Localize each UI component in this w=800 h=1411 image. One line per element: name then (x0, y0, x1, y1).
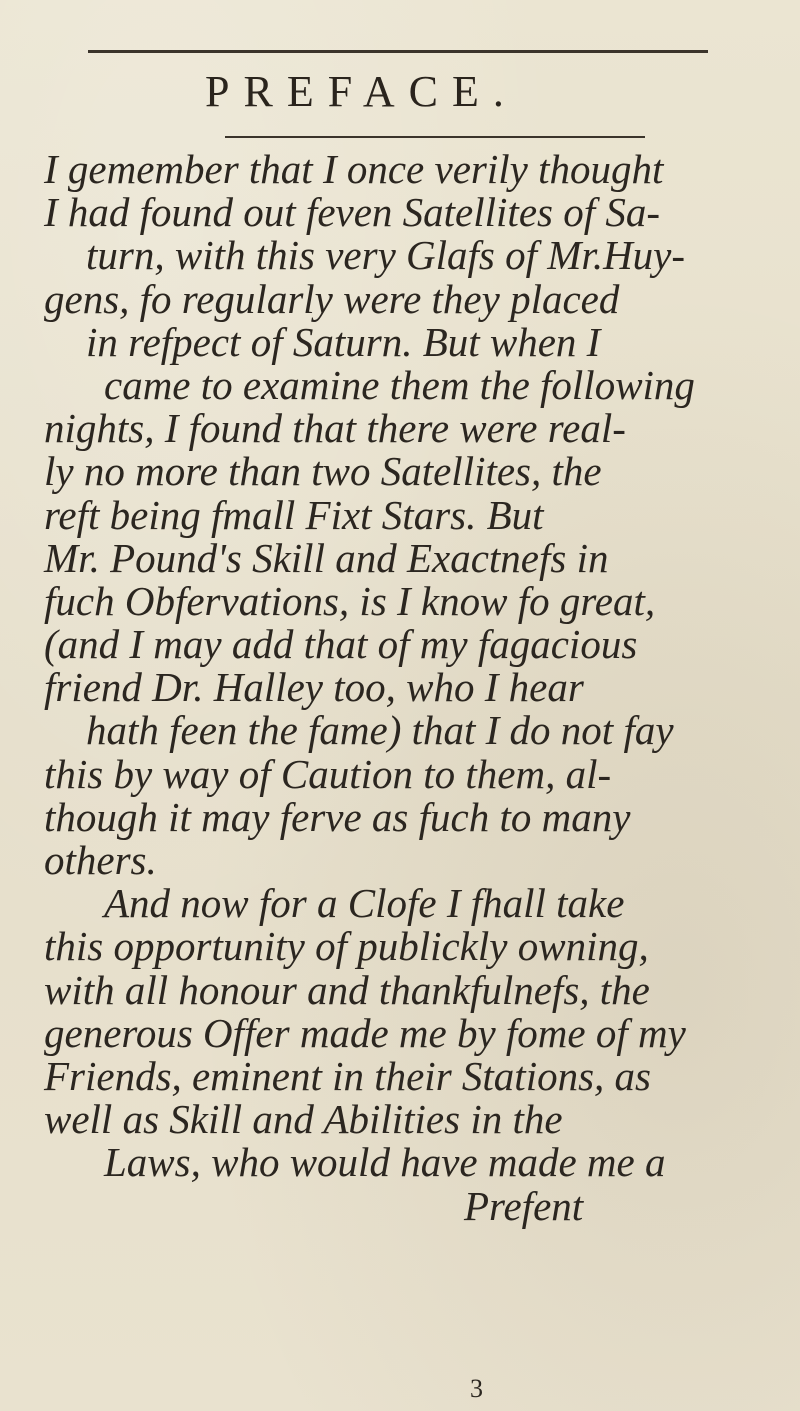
page-number: 3 (470, 1374, 483, 1403)
text-line: (and I may add that of my fagacious (44, 621, 638, 668)
text-line: this opportunity of publickly owning, (44, 923, 649, 970)
text-line: gens, fo regularly were they placed (44, 275, 620, 322)
text-line: this by way of Caution to them, al- (44, 750, 612, 797)
header-top-rule (88, 50, 708, 53)
text-line: others. (44, 837, 157, 883)
body-text (44, 148, 779, 1228)
text-line: Mr. Pound's Skill and Exactnefs in (44, 534, 609, 581)
text-line: turn, with this very Glafs of Mr.Huy- (86, 232, 686, 279)
text-line: hath feen the fame) that I do not fay (86, 707, 674, 754)
text-line: friend Dr. Halley too, who I hear (44, 664, 584, 711)
header-bottom-rule (225, 136, 645, 138)
page-header: PREFACE. (205, 67, 518, 116)
text-line: with all honour and thankfulnefs, the (44, 966, 650, 1013)
text-line: Friends, eminent in their Stations, as (44, 1052, 651, 1099)
text-line: Laws, who would have made me a (104, 1139, 666, 1186)
text-line: in refpect of Saturn. But when I (86, 318, 601, 365)
text-line: I had found out feven Satellites of Sa- (44, 189, 661, 236)
text-line: And now for a Clofe I fhall take (104, 880, 625, 927)
text-line: generous Offer made me by fome of my (44, 1009, 686, 1056)
text-line: though it may ferve as fuch to many (44, 793, 631, 840)
text-line: reft being fmall Fixt Stars. But (44, 491, 544, 538)
text-line: nights, I found that there were real- (44, 405, 626, 452)
text-line: came to examine them the following (104, 361, 695, 408)
text-line: I gemember that I once verily thought (44, 146, 664, 192)
text-line: ly no more than two Satellites, the (44, 448, 602, 495)
catchword: Prefent (464, 1182, 584, 1229)
text-line: fuch Obfervations, is I know fo great, (44, 577, 656, 624)
text-line: well as Skill and Abilities in the (44, 1096, 563, 1143)
